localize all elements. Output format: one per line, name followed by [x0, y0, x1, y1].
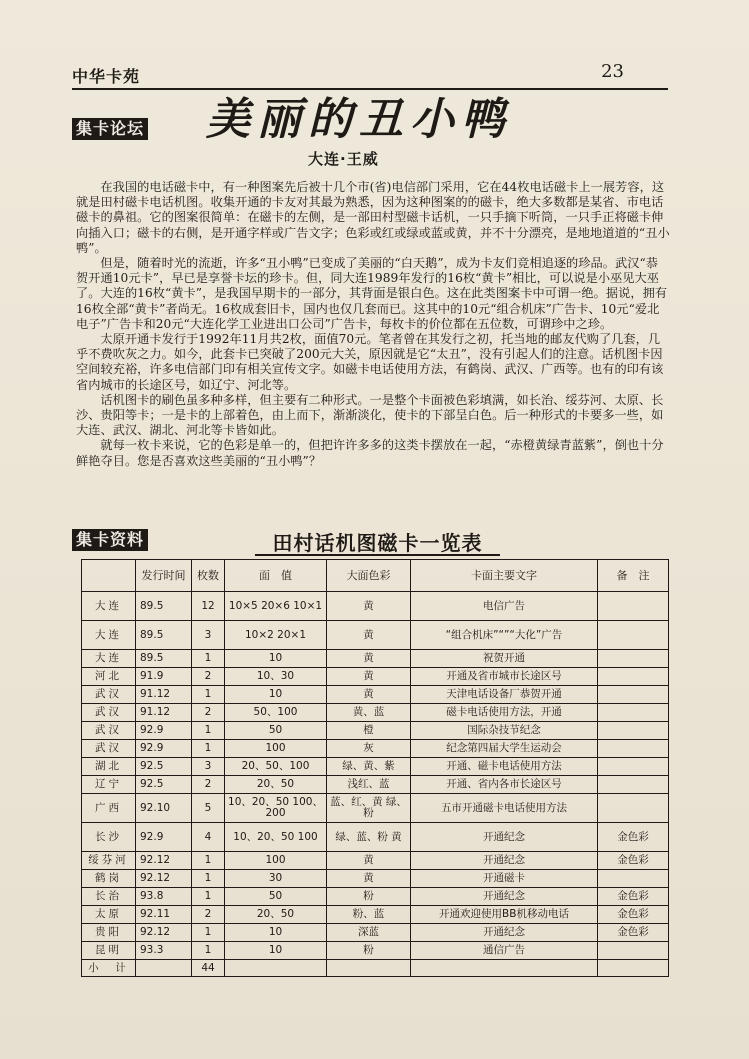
cell-count: 1 — [192, 870, 225, 888]
cell-issue-date: 92.11 — [136, 906, 192, 924]
cell-city: 长沙 — [82, 823, 136, 852]
cell-remarks — [598, 942, 669, 960]
cell-issue-date: 89.5 — [136, 650, 192, 668]
total-empty-remarks — [598, 960, 669, 977]
cell-main-text: 国际杂技节纪念 — [411, 722, 598, 740]
cell-count: 1 — [192, 852, 225, 870]
cell-face-value: 50 — [225, 888, 327, 906]
cell-main-text: 开通及省市城市长途区号 — [411, 668, 598, 686]
cell-city: 武汉 — [82, 722, 136, 740]
cell-main-text: 通信广告 — [411, 942, 598, 960]
cell-face-value: 10×5 20×6 10×1 — [225, 592, 327, 621]
cell-issue-date: 92.5 — [136, 758, 192, 776]
cell-color: 黄 — [327, 668, 411, 686]
total-empty-color — [327, 960, 411, 977]
cell-city: 贵阳 — [82, 924, 136, 942]
cell-city: 辽宁 — [82, 776, 136, 794]
cell-city: 绥芬河 — [82, 852, 136, 870]
cell-main-text: 开通纪念 — [411, 888, 598, 906]
cell-color: 粉 — [327, 888, 411, 906]
table-row — [82, 668, 669, 686]
cell-remarks — [598, 776, 669, 794]
cell-city: 大连 — [82, 592, 136, 621]
cell-color: 黄 — [327, 650, 411, 668]
cell-issue-date: 89.5 — [136, 592, 192, 621]
article-author: 大连·王威 — [308, 150, 379, 168]
cell-color: 灰 — [327, 740, 411, 758]
cell-issue-date: 92.10 — [136, 794, 192, 823]
cell-main-text: 开通、磁卡电话使用方法 — [411, 758, 598, 776]
cell-main-text: 纪念第四届大学生运动会 — [411, 740, 598, 758]
cell-color: 黄 — [327, 592, 411, 621]
table-row — [82, 942, 669, 960]
cell-main-text: 开通欢迎使用BB机移动电话 — [411, 906, 598, 924]
cell-color: 粉、蓝 — [327, 906, 411, 924]
cell-city: 鹤岗 — [82, 870, 136, 888]
cell-face-value: 100 — [225, 852, 327, 870]
cell-remarks: 金色彩 — [598, 852, 669, 870]
cell-main-text: 磁卡电话使用方法，开通 — [411, 704, 598, 722]
cell-issue-date: 92.5 — [136, 776, 192, 794]
cell-face-value: 10、20、50 100、200 — [225, 794, 327, 823]
header-face-value: 面 值 — [225, 560, 327, 592]
header-city — [82, 560, 136, 592]
cell-face-value: 10 — [225, 650, 327, 668]
article-body — [76, 180, 670, 469]
cell-count: 4 — [192, 823, 225, 852]
total-empty-date — [136, 960, 192, 977]
cell-issue-date: 92.12 — [136, 852, 192, 870]
table-row — [82, 823, 669, 852]
cell-remarks — [598, 740, 669, 758]
table-total-row — [82, 960, 669, 977]
cell-remarks — [598, 722, 669, 740]
cell-face-value: 10×2 20×1 — [225, 621, 327, 650]
cell-main-text: 开通纪念 — [411, 852, 598, 870]
article-paragraph-1: 在我国的电话磁卡中，有一种图案先后被十几个市(省)电信部门采用，它在44枚电话磁卡上一展芳容，这就是田村磁卡电话机图。收集开通的卡友对其最为熟悉，因为这种图案的的磁卡，绝大多数都是某省、市电话磁卡的鼻祖。它的图案很简单：在磁卡的左侧，是一部田村型磁卡话机，一只手摘下听筒，一只手正将磁卡伸向插入口；磁卡的右侧，是开通字样或广告文字；色彩或红或绿或蓝或黄，并不十分漂亮，是地地道道的“丑小鸭”。 — [76, 180, 670, 255]
cell-color: 蓝、红、黄 绿、粉 — [327, 794, 411, 823]
cell-color: 黄 — [327, 852, 411, 870]
cell-face-value: 20、50 — [225, 776, 327, 794]
cell-main-text: 开通磁卡 — [411, 870, 598, 888]
cell-remarks — [598, 621, 669, 650]
cell-issue-date: 91.9 — [136, 668, 192, 686]
cell-face-value: 10、20、50 100 — [225, 823, 327, 852]
cell-issue-date: 91.12 — [136, 704, 192, 722]
cell-count: 1 — [192, 686, 225, 704]
cell-main-text: 电信广告 — [411, 592, 598, 621]
cell-main-text: 五市开通磁卡电话使用方法 — [411, 794, 598, 823]
cell-count: 1 — [192, 740, 225, 758]
cell-city: 河北 — [82, 668, 136, 686]
article-title: 美丽的丑小鸭 — [206, 94, 512, 145]
cell-city: 昆明 — [82, 942, 136, 960]
cell-face-value: 10 — [225, 924, 327, 942]
cell-color: 黄 — [327, 686, 411, 704]
cell-color: 黄 — [327, 621, 411, 650]
cell-city: 广西 — [82, 794, 136, 823]
cell-face-value: 10、30 — [225, 668, 327, 686]
cell-remarks — [598, 758, 669, 776]
cell-color: 浅红、蓝 — [327, 776, 411, 794]
section-tag-forum: 集卡论坛 — [72, 118, 148, 140]
cell-remarks: 金色彩 — [598, 823, 669, 852]
cell-issue-date: 93.3 — [136, 942, 192, 960]
cell-color: 绿、黄、紫 — [327, 758, 411, 776]
cell-color: 深蓝 — [327, 924, 411, 942]
table-row — [82, 740, 669, 758]
cell-count: 1 — [192, 942, 225, 960]
cell-remarks — [598, 704, 669, 722]
cell-count: 1 — [192, 888, 225, 906]
article-paragraph-2: 但是，随着时光的流逝，许多“丑小鸭”已变成了美丽的“白天鹅”，成为卡友们竞相追逐的珍品。武汉“恭贺开通10元卡”，早已是享誉卡坛的珍卡。但，同大连1989年发行的16枚“黄卡”相比，可以说是小巫见大巫了。大连的16枚“黄卡”，是我国早期卡的一部分，其背面是银白色。这在此类图案卡中可谓一绝。据说，拥有16枚全部“黄卡”者尚无。16枚成套旧卡，国内也仅几套而已。这其中的10元“组合机床”广告卡、10元“爱北电子”广告卡和20元“大连化学工业进出口公司”广告卡，每枚卡的价位都在五位数，可谓珍中之珍。 — [76, 256, 668, 331]
section-tag-data: 集卡资料 — [72, 529, 148, 551]
cell-city: 大连 — [82, 650, 136, 668]
cell-city: 太原 — [82, 906, 136, 924]
cell-remarks — [598, 668, 669, 686]
article-paragraph-3: 太原开通卡发行于1992年11月共2枚，面值70元。笔者曾在其发行之初，托当地的邮友代购了几套，几乎不费吹灰之力。如今，此套卡已突破了200元大关，原因就是它“太丑”，没有引起人们的注意。话机图卡因空间较充裕，许多电信部门印有相关宣传文字。如磁卡电话使用方法，有鹤岗、武汉、广西等。也有的印有该省内城市的长途区号，如辽宁、河北等。 — [76, 332, 664, 392]
cell-face-value: 20、50 — [225, 906, 327, 924]
cell-issue-date: 92.12 — [136, 924, 192, 942]
cell-remarks — [598, 686, 669, 704]
cell-count: 3 — [192, 758, 225, 776]
cell-face-value: 30 — [225, 870, 327, 888]
header-remarks: 备 注 — [598, 560, 669, 592]
table-row — [82, 704, 669, 722]
cell-count: 1 — [192, 650, 225, 668]
cell-issue-date: 92.9 — [136, 823, 192, 852]
cell-color: 黄 — [327, 870, 411, 888]
table-row — [82, 758, 669, 776]
header-main-text: 卡面主要文字 — [411, 560, 598, 592]
cell-city: 湖北 — [82, 758, 136, 776]
cell-remarks — [598, 870, 669, 888]
table-row — [82, 722, 669, 740]
table-row — [82, 650, 669, 668]
cell-issue-date: 92.9 — [136, 722, 192, 740]
total-label: 小 计 — [82, 960, 136, 977]
cell-main-text: 开通纪念 — [411, 823, 598, 852]
cell-count: 2 — [192, 906, 225, 924]
card-list-table — [81, 559, 669, 977]
magazine-name: 中华卡苑 — [72, 67, 141, 86]
table-header-row — [82, 560, 669, 592]
page-header — [72, 61, 668, 90]
cell-count: 3 — [192, 621, 225, 650]
cell-color: 粉 — [327, 942, 411, 960]
total-empty-value — [225, 960, 327, 977]
cell-main-text: 祝贺开通 — [411, 650, 598, 668]
cell-face-value: 10 — [225, 942, 327, 960]
table-row — [82, 906, 669, 924]
cell-face-value: 20、50、100 — [225, 758, 327, 776]
header-color: 大面色彩 — [327, 560, 411, 592]
header-count: 枚数 — [192, 560, 225, 592]
cell-remarks: 金色彩 — [598, 888, 669, 906]
cell-city: 武汉 — [82, 740, 136, 758]
cell-issue-date: 92.9 — [136, 740, 192, 758]
cell-color: 橙 — [327, 722, 411, 740]
page-number: 23 — [601, 61, 624, 82]
cell-count: 2 — [192, 668, 225, 686]
cell-remarks: 金色彩 — [598, 924, 669, 942]
cell-remarks: 金色彩 — [598, 906, 669, 924]
cell-remarks — [598, 592, 669, 621]
cell-city: 武汉 — [82, 686, 136, 704]
article-paragraph-5: 就每一枚卡来说，它的色彩是单一的，但把许许多多的这类卡摆放在一起，“赤橙黄绿青蓝紫”，倒也十分鲜艳夺目。您是否喜欢这些美丽的“丑小鸭”？ — [76, 438, 664, 468]
table-row — [82, 870, 669, 888]
table-title: 田村话机图磁卡一览表 — [255, 532, 500, 556]
table-row — [82, 794, 669, 823]
cell-main-text: 开通、省内各市长途区号 — [411, 776, 598, 794]
cell-remarks — [598, 650, 669, 668]
cell-count: 12 — [192, 592, 225, 621]
cell-main-text: “组合机床”“”“大化”广告 — [411, 621, 598, 650]
cell-issue-date: 93.8 — [136, 888, 192, 906]
cell-issue-date: 92.12 — [136, 870, 192, 888]
cell-main-text: 天津电话设备厂恭贺开通 — [411, 686, 598, 704]
cell-count: 5 — [192, 794, 225, 823]
table-row — [82, 592, 669, 621]
cell-city: 长治 — [82, 888, 136, 906]
cell-face-value: 50、100 — [225, 704, 327, 722]
cell-city: 武汉 — [82, 704, 136, 722]
table-row — [82, 686, 669, 704]
table-row — [82, 924, 669, 942]
total-count: 44 — [192, 960, 225, 977]
table-row — [82, 888, 669, 906]
cell-face-value: 50 — [225, 722, 327, 740]
table-row — [82, 621, 669, 650]
table-row — [82, 776, 669, 794]
cell-count: 1 — [192, 722, 225, 740]
cell-color: 绿、蓝、粉 黄 — [327, 823, 411, 852]
table-row — [82, 852, 669, 870]
cell-main-text: 开通纪念 — [411, 924, 598, 942]
article-paragraph-4: 话机图卡的刷色虽多种多样，但主要有二种形式。一是整个卡面被色彩填满，如长治、绥芬河、太原、长沙、贵阳等卡；一是卡的上部着色，由上而下，渐渐淡化，使卡的下部呈白色。后一种形式的卡要多一些，如大连、武汉、湖北、河北等卡皆如此。 — [76, 392, 664, 438]
cell-count: 2 — [192, 776, 225, 794]
cell-count: 2 — [192, 704, 225, 722]
cell-face-value: 100 — [225, 740, 327, 758]
cell-city: 大连 — [82, 621, 136, 650]
total-empty-text — [411, 960, 598, 977]
cell-issue-date: 91.12 — [136, 686, 192, 704]
header-issue-date: 发行时间 — [136, 560, 192, 592]
cell-face-value: 10 — [225, 686, 327, 704]
cell-count: 1 — [192, 924, 225, 942]
cell-remarks — [598, 794, 669, 823]
cell-color: 黄、蓝 — [327, 704, 411, 722]
cell-issue-date: 89.5 — [136, 621, 192, 650]
